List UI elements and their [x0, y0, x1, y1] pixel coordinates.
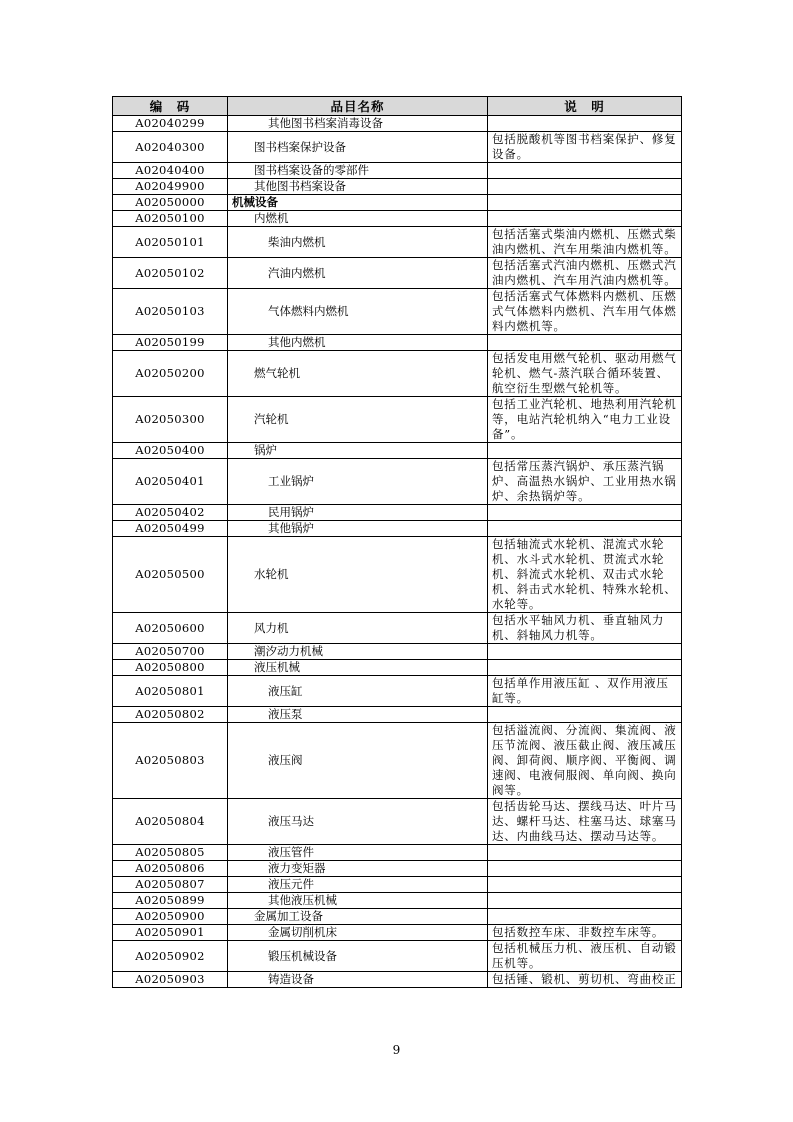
table-row — [113, 909, 682, 925]
item-name: 液压阀 — [228, 723, 488, 799]
item-description: 包括脱酸机等图书档案保护、修复设备。 — [488, 132, 682, 163]
item-code: A02050100 — [113, 211, 228, 227]
item-code: A02050805 — [113, 845, 228, 861]
item-code: A02050101 — [113, 227, 228, 258]
table-row — [113, 707, 682, 723]
item-name: 燃气轮机 — [228, 351, 488, 397]
item-code: A02050807 — [113, 877, 228, 893]
item-name: 图书档案设备的零部件 — [228, 163, 488, 179]
item-description: 包括单作用液压缸 、双作用液压缸等。 — [488, 676, 682, 707]
table-row — [113, 443, 682, 459]
item-description — [488, 845, 682, 861]
item-name: 其他锅炉 — [228, 521, 488, 537]
item-name: 水轮机 — [228, 537, 488, 613]
item-description: 包括工业汽轮机、地热利用汽轮机等，电站汽轮机纳入“电力工业设备”。 — [488, 397, 682, 443]
item-code: A02050903 — [113, 972, 228, 988]
item-code: A02050600 — [113, 613, 228, 644]
item-description — [488, 163, 682, 179]
item-code: A02050300 — [113, 397, 228, 443]
table-row — [113, 925, 682, 941]
table-row — [113, 132, 682, 163]
item-description: 包括活塞式柴油内燃机、压燃式柴油内燃机、汽车用柴油内燃机等。 — [488, 227, 682, 258]
item-description — [488, 707, 682, 723]
item-description — [488, 335, 682, 351]
header-item-name: 品目名称 — [228, 97, 488, 116]
table-row — [113, 116, 682, 132]
item-description: 包括溢流阀、分流阀、集流阀、液压节流阀、液压截止阀、液压减压阀、卸荷阀、顺序阀、平衡阀、调速阀、电液伺服阀、单向阀、换向阀等。 — [488, 723, 682, 799]
table-row — [113, 941, 682, 972]
table-row — [113, 613, 682, 644]
item-description: 包括活塞式汽油内燃机、压燃式汽油内燃机、汽车用汽油内燃机等。 — [488, 258, 682, 289]
table-row — [113, 163, 682, 179]
item-name: 民用锅炉 — [228, 505, 488, 521]
item-name: 液压缸 — [228, 676, 488, 707]
item-code: A02050901 — [113, 925, 228, 941]
item-code: A02050902 — [113, 941, 228, 972]
item-code: A02050801 — [113, 676, 228, 707]
item-name: 液压马达 — [228, 799, 488, 845]
header-description: 说 明 — [488, 97, 682, 116]
item-name: 汽油内燃机 — [228, 258, 488, 289]
item-name: 内燃机 — [228, 211, 488, 227]
table-row — [113, 505, 682, 521]
item-description: 包括轴流式水轮机、混流式水轮机、水斗式水轮机、贯流式水轮机、斜流式水轮机、双击式水轮机、斜击式水轮机、特殊水轮机、水轮等。 — [488, 537, 682, 613]
table-row — [113, 723, 682, 799]
item-code: A02040400 — [113, 163, 228, 179]
item-name: 工业锅炉 — [228, 459, 488, 505]
item-description — [488, 505, 682, 521]
table-row — [113, 676, 682, 707]
table-row — [113, 459, 682, 505]
item-code: A02050499 — [113, 521, 228, 537]
item-description — [488, 893, 682, 909]
item-description: 包括数控车床、非数控车床等。 — [488, 925, 682, 941]
table-row — [113, 877, 682, 893]
item-code: A02050400 — [113, 443, 228, 459]
item-code: A02050806 — [113, 861, 228, 877]
item-description — [488, 660, 682, 676]
item-code: A02040300 — [113, 132, 228, 163]
item-description — [488, 877, 682, 893]
item-code: A02050199 — [113, 335, 228, 351]
table-row — [113, 521, 682, 537]
item-code: A02050402 — [113, 505, 228, 521]
item-description — [488, 909, 682, 925]
item-code: A02050899 — [113, 893, 228, 909]
table-row — [113, 289, 682, 335]
item-name: 液力变矩器 — [228, 861, 488, 877]
item-name: 铸造设备 — [228, 972, 488, 988]
item-name: 风力机 — [228, 613, 488, 644]
item-name: 汽轮机 — [228, 397, 488, 443]
table-row — [113, 799, 682, 845]
item-name: 图书档案保护设备 — [228, 132, 488, 163]
table-row — [113, 845, 682, 861]
table-header-row — [113, 97, 682, 116]
item-name: 金属切削机床 — [228, 925, 488, 941]
table-row — [113, 211, 682, 227]
item-code: A02050000 — [113, 195, 228, 211]
table-row — [113, 195, 682, 211]
item-name: 其他图书档案设备 — [228, 179, 488, 195]
item-code: A02040299 — [113, 116, 228, 132]
table-row — [113, 397, 682, 443]
item-description — [488, 644, 682, 660]
item-description: 包括机械压力机、液压机、自动锻压机等。 — [488, 941, 682, 972]
table-row — [113, 335, 682, 351]
catalog-table — [112, 96, 682, 988]
table-body — [113, 116, 682, 988]
table-row — [113, 972, 682, 988]
item-code: A02050102 — [113, 258, 228, 289]
item-description: 包括锤、锻机、剪切机、弯曲校正 — [488, 972, 682, 988]
item-name: 液压泵 — [228, 707, 488, 723]
item-name: 潮汐动力机械 — [228, 644, 488, 660]
table-row — [113, 227, 682, 258]
item-description: 包括活塞式气体燃料内燃机、压燃式气体燃料内燃机、汽车用气体燃料内燃机等。 — [488, 289, 682, 335]
item-name: 锻压机械设备 — [228, 941, 488, 972]
item-name: 气体燃料内燃机 — [228, 289, 488, 335]
item-code: A02050802 — [113, 707, 228, 723]
table-row — [113, 644, 682, 660]
item-description — [488, 116, 682, 132]
item-description — [488, 195, 682, 211]
item-description — [488, 179, 682, 195]
table-row — [113, 660, 682, 676]
item-code: A02050500 — [113, 537, 228, 613]
item-code: A02050200 — [113, 351, 228, 397]
item-code: A02049900 — [113, 179, 228, 195]
table-row — [113, 179, 682, 195]
item-description — [488, 211, 682, 227]
item-description: 包括齿轮马达、摆线马达、叶片马达、螺杆马达、柱塞马达、球塞马达、内曲线马达、摆动马达等。 — [488, 799, 682, 845]
item-name: 液压元件 — [228, 877, 488, 893]
table-row — [113, 893, 682, 909]
item-name: 机械设备 — [228, 195, 488, 211]
table-row — [113, 861, 682, 877]
item-description — [488, 443, 682, 459]
item-description: 包括常压蒸汽锅炉、承压蒸汽锅炉、高温热水锅炉、工业用热水锅炉、余热锅炉等。 — [488, 459, 682, 505]
item-description — [488, 521, 682, 537]
item-code: A02050900 — [113, 909, 228, 925]
table-row — [113, 537, 682, 613]
item-name: 柴油内燃机 — [228, 227, 488, 258]
header-code: 编 码 — [113, 97, 228, 116]
item-name: 液压机械 — [228, 660, 488, 676]
page-number: 9 — [392, 1043, 401, 1057]
item-code: A02050401 — [113, 459, 228, 505]
item-code: A02050803 — [113, 723, 228, 799]
item-name: 其他液压机械 — [228, 893, 488, 909]
item-description: 包括发电用燃气轮机、驱动用燃气轮机、燃气-蒸汽联合循环装置、航空衍生型燃气轮机等。 — [488, 351, 682, 397]
item-description: 包括水平轴风力机、垂直轴风力机、斜轴风力机等。 — [488, 613, 682, 644]
item-code: A02050103 — [113, 289, 228, 335]
item-name: 其他图书档案消毒设备 — [228, 116, 488, 132]
item-name: 其他内燃机 — [228, 335, 488, 351]
item-name: 锅炉 — [228, 443, 488, 459]
item-code: A02050800 — [113, 660, 228, 676]
item-name: 金属加工设备 — [228, 909, 488, 925]
item-name: 液压管件 — [228, 845, 488, 861]
item-description — [488, 861, 682, 877]
table-row — [113, 351, 682, 397]
item-code: A02050804 — [113, 799, 228, 845]
item-code: A02050700 — [113, 644, 228, 660]
table-row — [113, 258, 682, 289]
